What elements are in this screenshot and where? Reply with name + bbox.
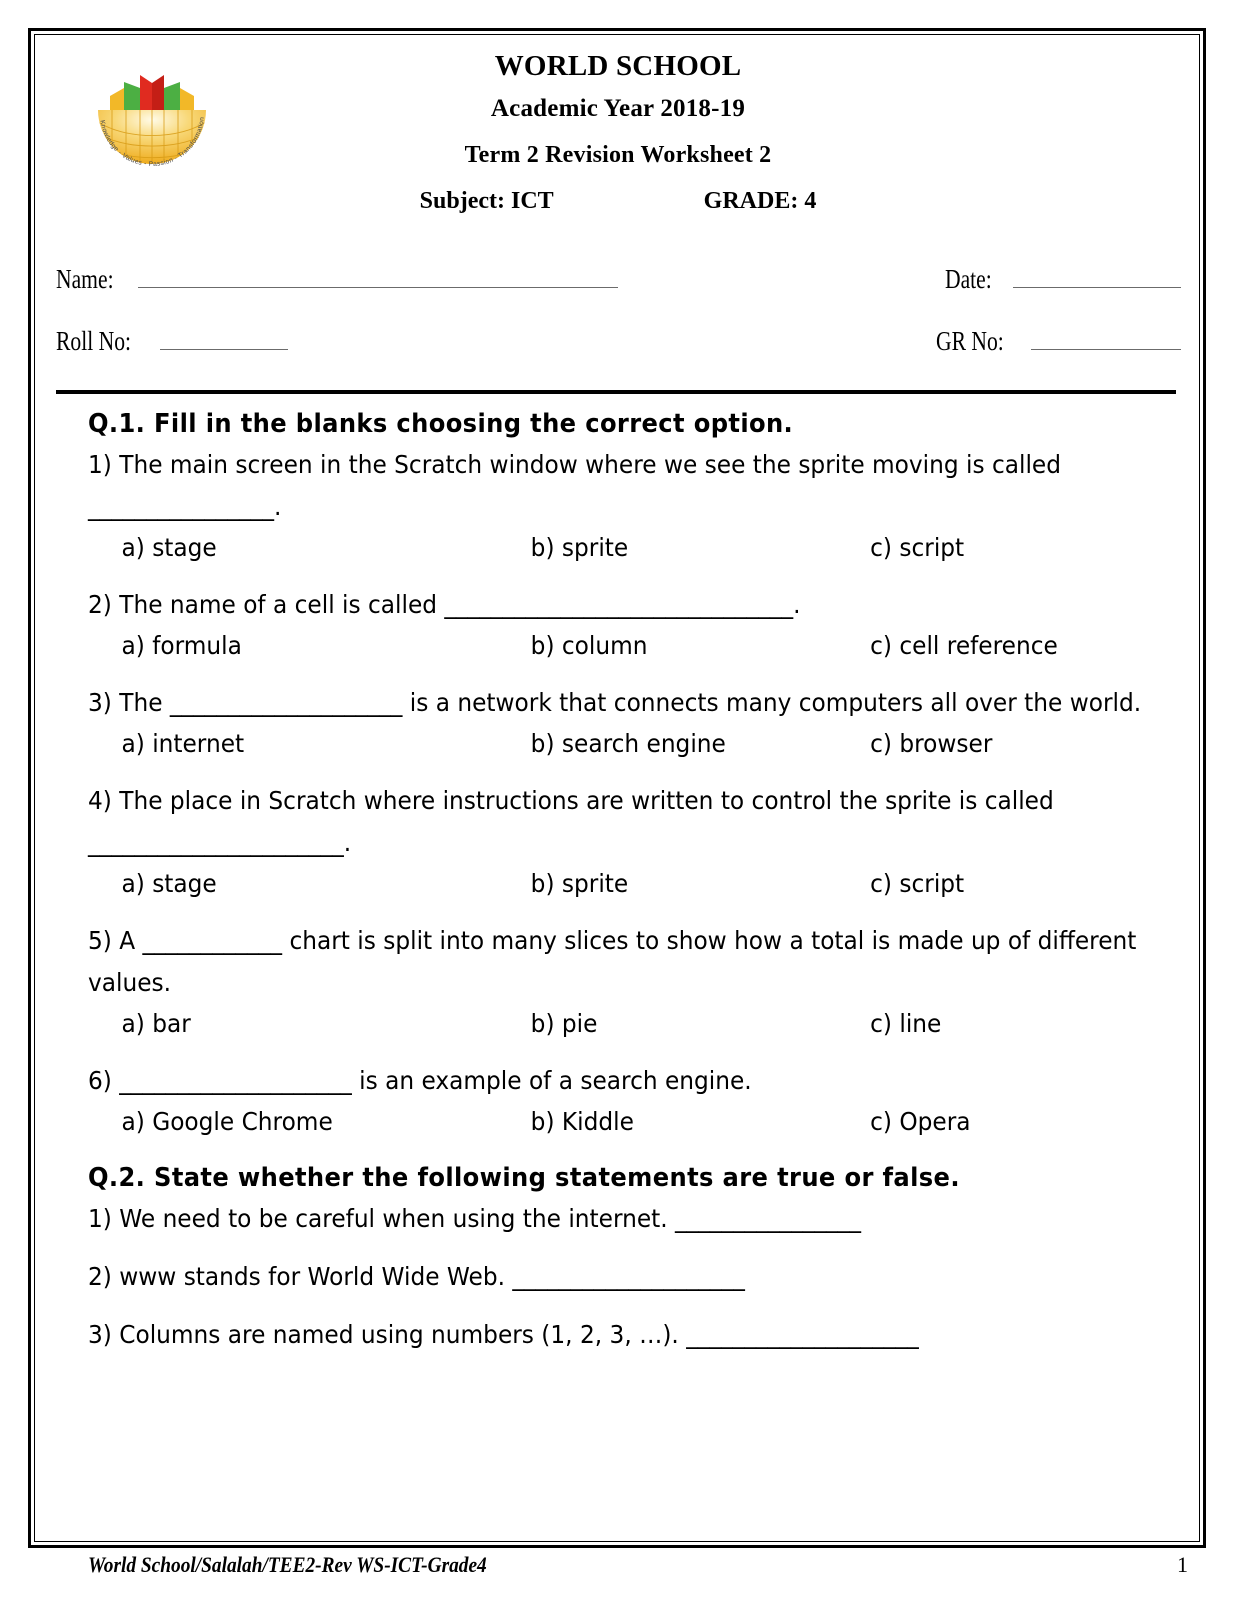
date-label: Date:	[944, 264, 992, 294]
gr-no-field	[936, 326, 1181, 357]
option-b[interactable]: b) Kiddle	[530, 1107, 634, 1136]
question-text: 6) ____________________ is an example of a search engine.	[88, 1066, 752, 1095]
roll-no-label: Roll No:	[56, 326, 132, 356]
question-text: 1) The main screen in the Scratch window where we see the sprite moving is called ________________.	[88, 450, 1061, 521]
name-input-line[interactable]	[138, 267, 618, 288]
option-c[interactable]: c) browser	[870, 729, 993, 758]
subject-grade-row	[48, 178, 1188, 224]
option-c[interactable]: c) script	[870, 869, 965, 898]
option-row	[88, 864, 1158, 904]
q1-item-5	[88, 920, 1160, 1044]
option-a[interactable]: a) stage	[121, 533, 217, 562]
roll-no-field	[56, 326, 288, 357]
q1-item-1	[88, 444, 1160, 568]
option-c[interactable]: c) script	[870, 533, 965, 562]
option-row	[88, 724, 1158, 764]
option-a[interactable]: a) stage	[121, 869, 217, 898]
option-row	[88, 1004, 1158, 1044]
option-row	[88, 1102, 1158, 1142]
option-b[interactable]: b) pie	[530, 1009, 598, 1038]
option-c[interactable]: c) cell reference	[870, 631, 1058, 660]
student-info-fields	[56, 264, 1181, 388]
question-text: 5) A ____________ chart is split into many slices to show how a total is made up of different values.	[88, 926, 1137, 997]
school-name: WORLD SCHOOL	[494, 50, 742, 82]
document-header	[48, 46, 1188, 224]
page-footer	[88, 1552, 1188, 1578]
worksheet-body	[88, 400, 1160, 1372]
date-input-line[interactable]	[1013, 267, 1181, 288]
gr-no-input-line[interactable]	[1031, 329, 1181, 350]
grade-label: GRADE: 4	[703, 188, 817, 214]
date-field	[945, 264, 1181, 295]
name-field	[56, 264, 618, 295]
worksheet-term: Term 2 Revision Worksheet 2	[464, 142, 772, 168]
option-row	[88, 528, 1158, 568]
option-a[interactable]: a) bar	[121, 1009, 191, 1038]
page-number: 1	[1177, 1552, 1188, 1577]
q2-item-3[interactable]: 3) Columns are named using numbers (1, 2, 3, …). ____________________	[88, 1320, 919, 1349]
q1-heading: Q.1. Fill in the blanks choosing the correct option.	[88, 409, 794, 439]
header-divider	[56, 390, 1176, 394]
q1-item-6	[88, 1060, 1160, 1142]
option-a[interactable]: a) formula	[121, 631, 242, 660]
option-c[interactable]: c) line	[870, 1009, 942, 1038]
question-text: 2) The name of a cell is called ______________________________.	[88, 590, 801, 619]
question-text: 4) The place in Scratch where instructions are written to control the sprite is called ______________________.	[88, 786, 1054, 857]
q1-item-3	[88, 682, 1160, 764]
roll-gr-row	[56, 326, 1181, 388]
question-text: 3) The ____________________ is a network that connects many computers all over the world.	[88, 688, 1142, 717]
subject-label: Subject: ICT	[419, 188, 554, 214]
footer-path: World School/Salalah/TEE2-Rev WS-ICT-Grade4	[88, 1552, 487, 1577]
roll-no-input-line[interactable]	[160, 329, 288, 350]
option-a[interactable]: a) Google Chrome	[121, 1107, 333, 1136]
option-b[interactable]: b) sprite	[530, 533, 629, 562]
option-b[interactable]: b) sprite	[530, 869, 629, 898]
q1-item-4	[88, 780, 1160, 904]
gr-no-label: GR No:	[936, 326, 1005, 356]
academic-year: Academic Year 2018-19	[490, 95, 746, 122]
option-b[interactable]: b) column	[530, 631, 648, 660]
logo-tagline: Knowledge - Values - Passion - Transformation	[98, 116, 206, 169]
q2-item-2[interactable]: 2) www stands for World Wide Web. ____________________	[88, 1262, 745, 1291]
q2-item-1[interactable]: 1) We need to be careful when using the internet. ________________	[88, 1204, 862, 1233]
name-date-row	[56, 264, 1181, 326]
q1-item-2	[88, 584, 1160, 666]
option-c[interactable]: c) Opera	[870, 1107, 971, 1136]
option-b[interactable]: b) search engine	[530, 729, 726, 758]
q2-heading: Q.2. State whether the following statements are true or false.	[88, 1163, 960, 1193]
option-a[interactable]: a) internet	[121, 729, 245, 758]
option-row	[88, 626, 1158, 666]
name-label: Name:	[56, 264, 114, 294]
